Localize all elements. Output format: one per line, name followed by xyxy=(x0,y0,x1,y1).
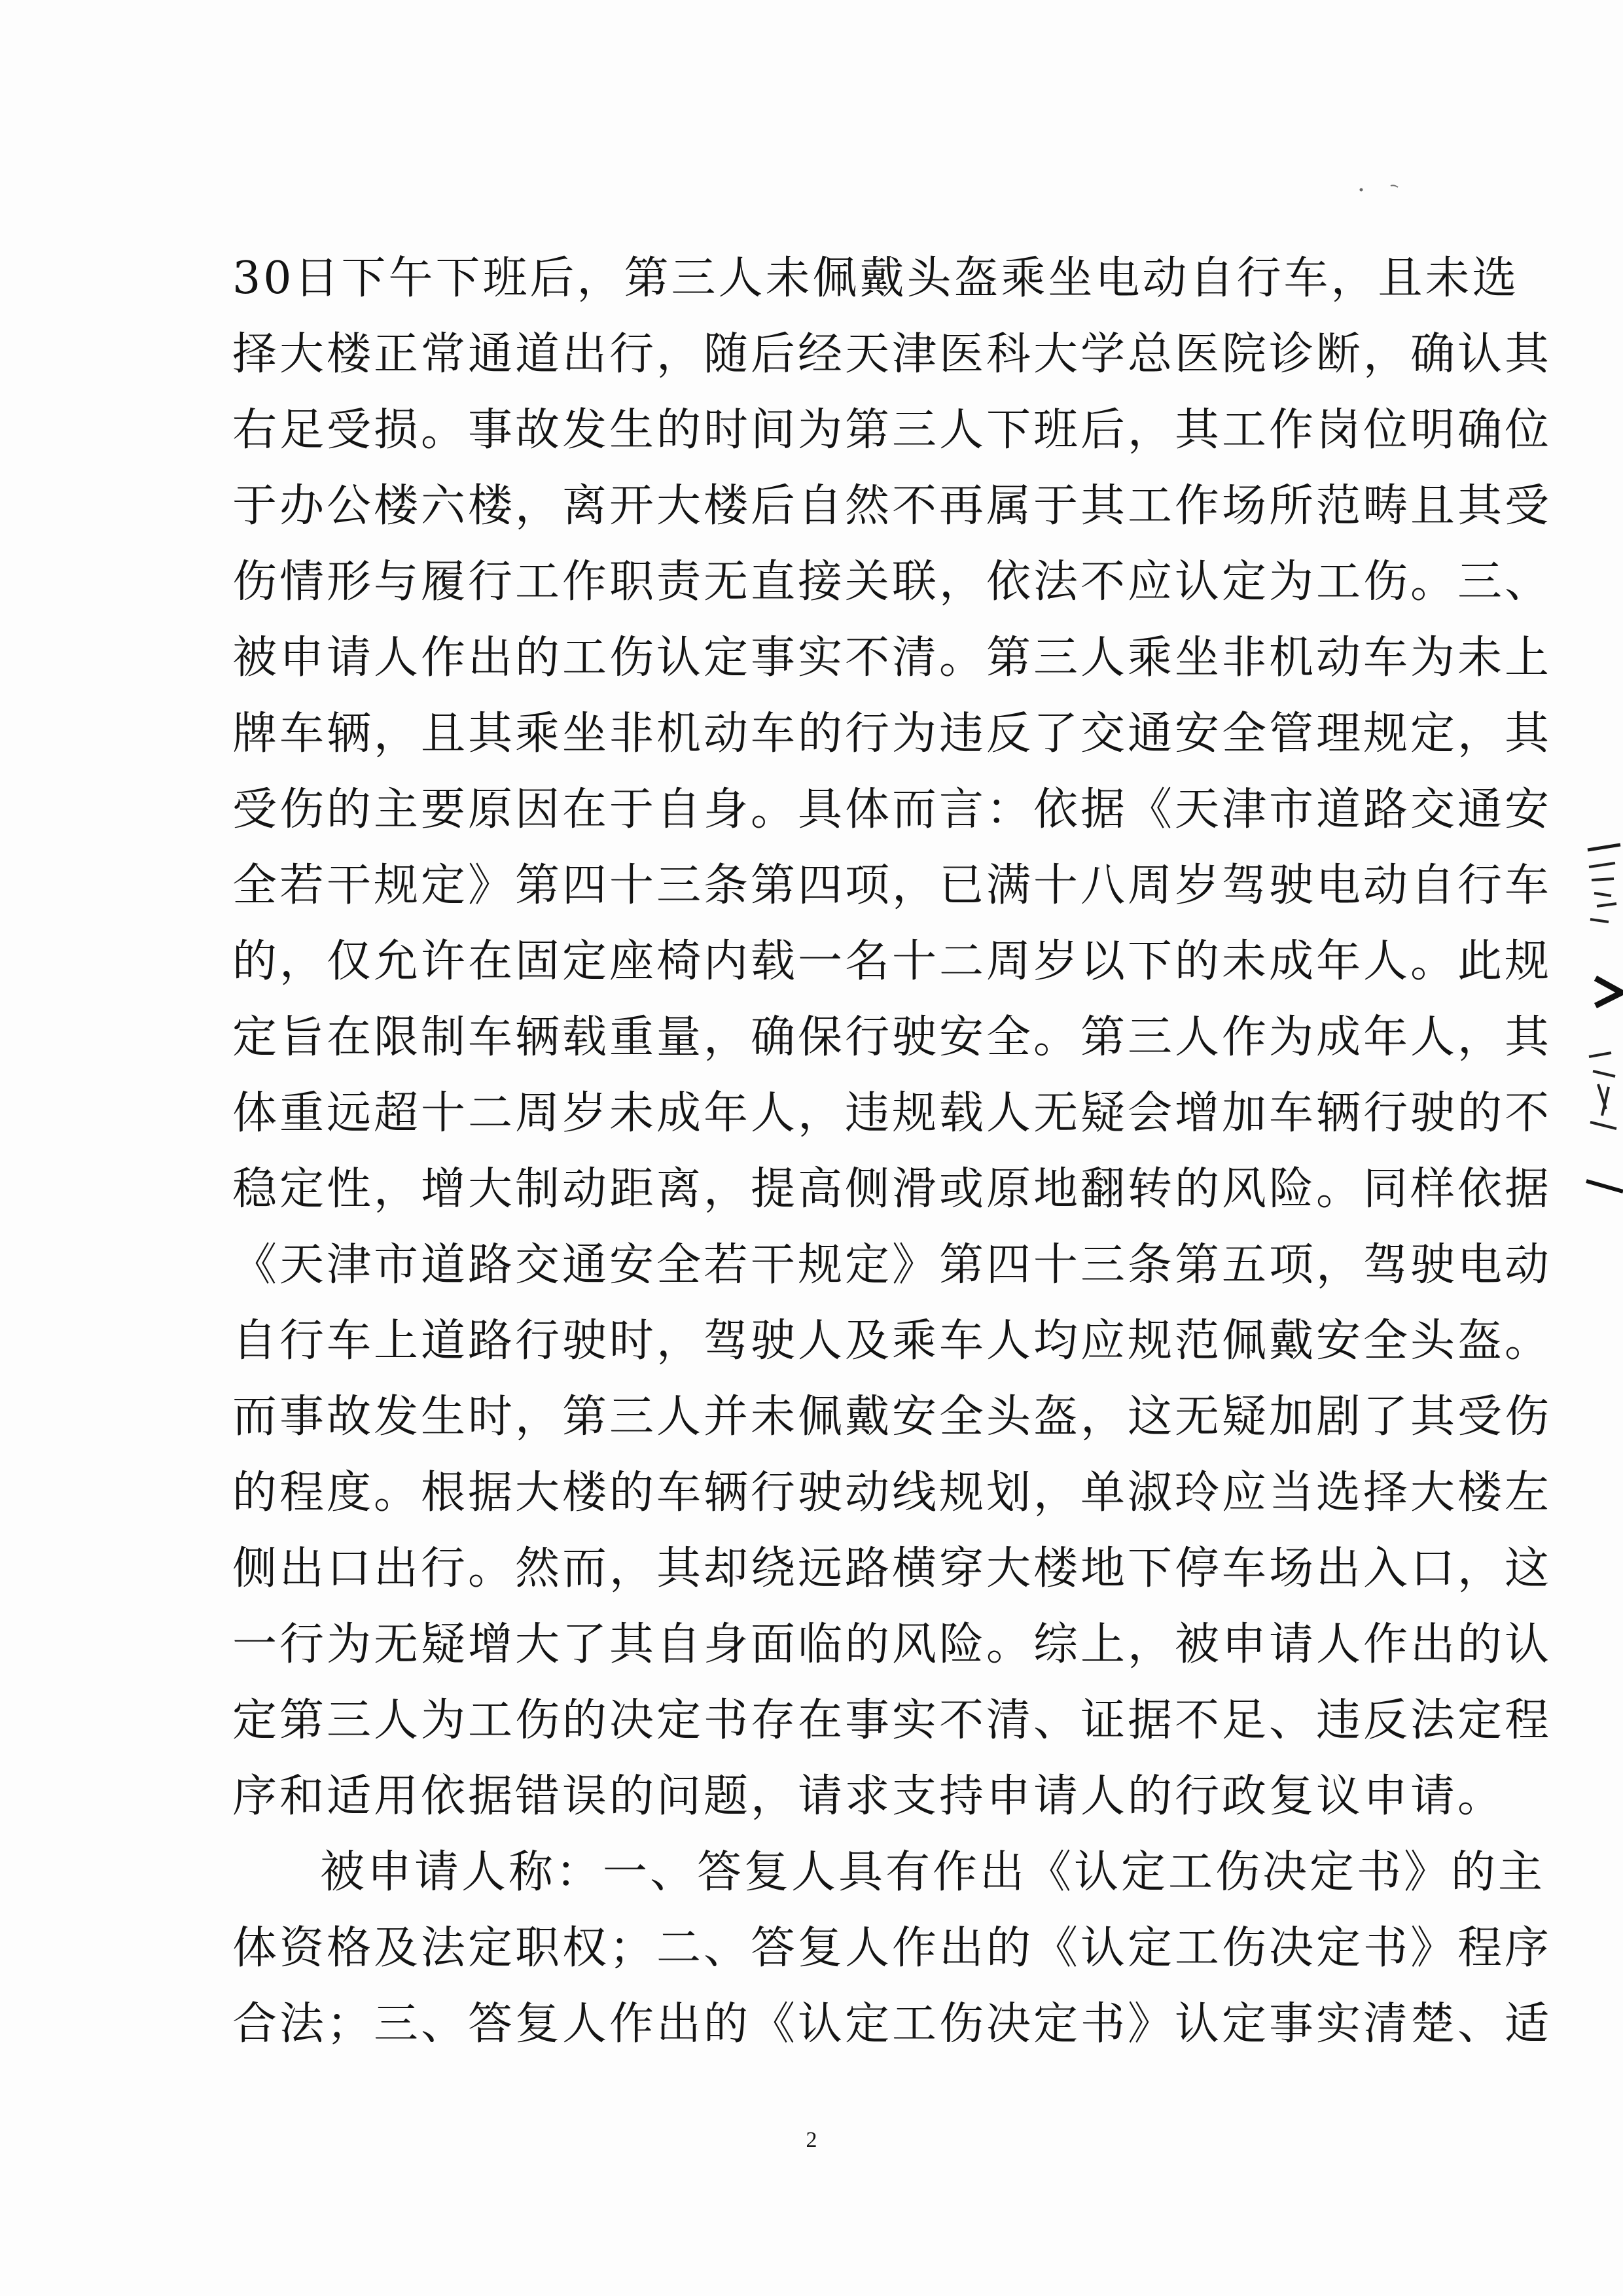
text-line: 被申请人作出的工伤认定事实不清。第三人乘坐非机动车为未上 xyxy=(232,632,1552,684)
page-number: 2 xyxy=(806,2128,817,2152)
text-line: 稳定性，增大制动距离，提高侧滑或原地翻转的风险。同样依据 xyxy=(232,1163,1552,1215)
text-line: 择大楼正常通道出行，随后经天津医科大学总医院诊断，确认其 xyxy=(232,328,1552,380)
text-line: 右足受损。事故发生的时间为第三人下班后，其工作岗位明确位 xyxy=(232,404,1552,456)
text-line: 体重远超十二周岁未成年人，违规载人无疑会增加车辆行驶的不 xyxy=(232,1087,1552,1139)
seal-edge-fragment xyxy=(1582,841,1623,1207)
paragraph-start-line: 被申请人称：一、答复人具有作出《认定工伤决定书》的主 xyxy=(320,1846,1546,1898)
text-line: 《天津市道路交通安全若干规定》第四十三条第五项，驾驶电动 xyxy=(232,1239,1552,1291)
text-line: 体资格及法定职权；二、答复人作出的《认定工伤决定书》程序 xyxy=(232,1922,1552,1974)
text-line: 的，仅允许在固定座椅内载一名十二周岁以下的未成年人。此规 xyxy=(232,936,1552,987)
scan-mark xyxy=(1355,182,1407,195)
text-line: 定旨在限制车辆载重量，确保行驶安全。第三人作为成年人，其 xyxy=(232,1012,1552,1063)
text-line: 受伤的主要原因在于自身。具体而言：依据《天津市道路交通安 xyxy=(232,784,1552,836)
body-text xyxy=(232,241,1552,2062)
text-line: 一行为无疑增大了其自身面临的风险。综上，被申请人作出的认 xyxy=(232,1619,1552,1670)
text-line: 合法；三、答复人作出的《认定工伤决定书》认定事实清楚、适 xyxy=(232,1998,1552,2050)
text-line: 牌车辆，且其乘坐非机动车的行为违反了交通安全管理规定，其 xyxy=(232,708,1552,760)
text-line: 自行车上道路行驶时，驾驶人及乘车人均应规范佩戴安全头盔。 xyxy=(232,1315,1552,1367)
text-line: 30日下午下班后，第三人未佩戴头盔乘坐电动自行车，且未选 xyxy=(232,253,1520,304)
text-line: 序和适用依据错误的问题，请求支持申请人的行政复议申请。 xyxy=(232,1771,1505,1822)
text-line: 而事故发生时，第三人并未佩戴安全头盔，这无疑加剧了其受伤 xyxy=(232,1391,1552,1443)
text-line: 侧出口出行。然而，其却绕远路横穿大楼地下停车场出入口，这 xyxy=(232,1543,1552,1595)
text-line: 定第三人为工伤的决定书存在事实不清、证据不足、违反法定程 xyxy=(232,1695,1552,1746)
text-line: 伤情形与履行工作职责无直接关联，依法不应认定为工伤。三、 xyxy=(232,556,1552,608)
text-line: 全若干规定》第四十三条第四项，已满十八周岁驾驶电动自行车 xyxy=(232,860,1552,911)
text-line: 于办公楼六楼，离开大楼后自然不再属于其工作场所范畴且其受 xyxy=(232,480,1552,532)
text-line: 的程度。根据大楼的车辆行驶动线规划，单淑玲应当选择大楼左 xyxy=(232,1467,1552,1519)
